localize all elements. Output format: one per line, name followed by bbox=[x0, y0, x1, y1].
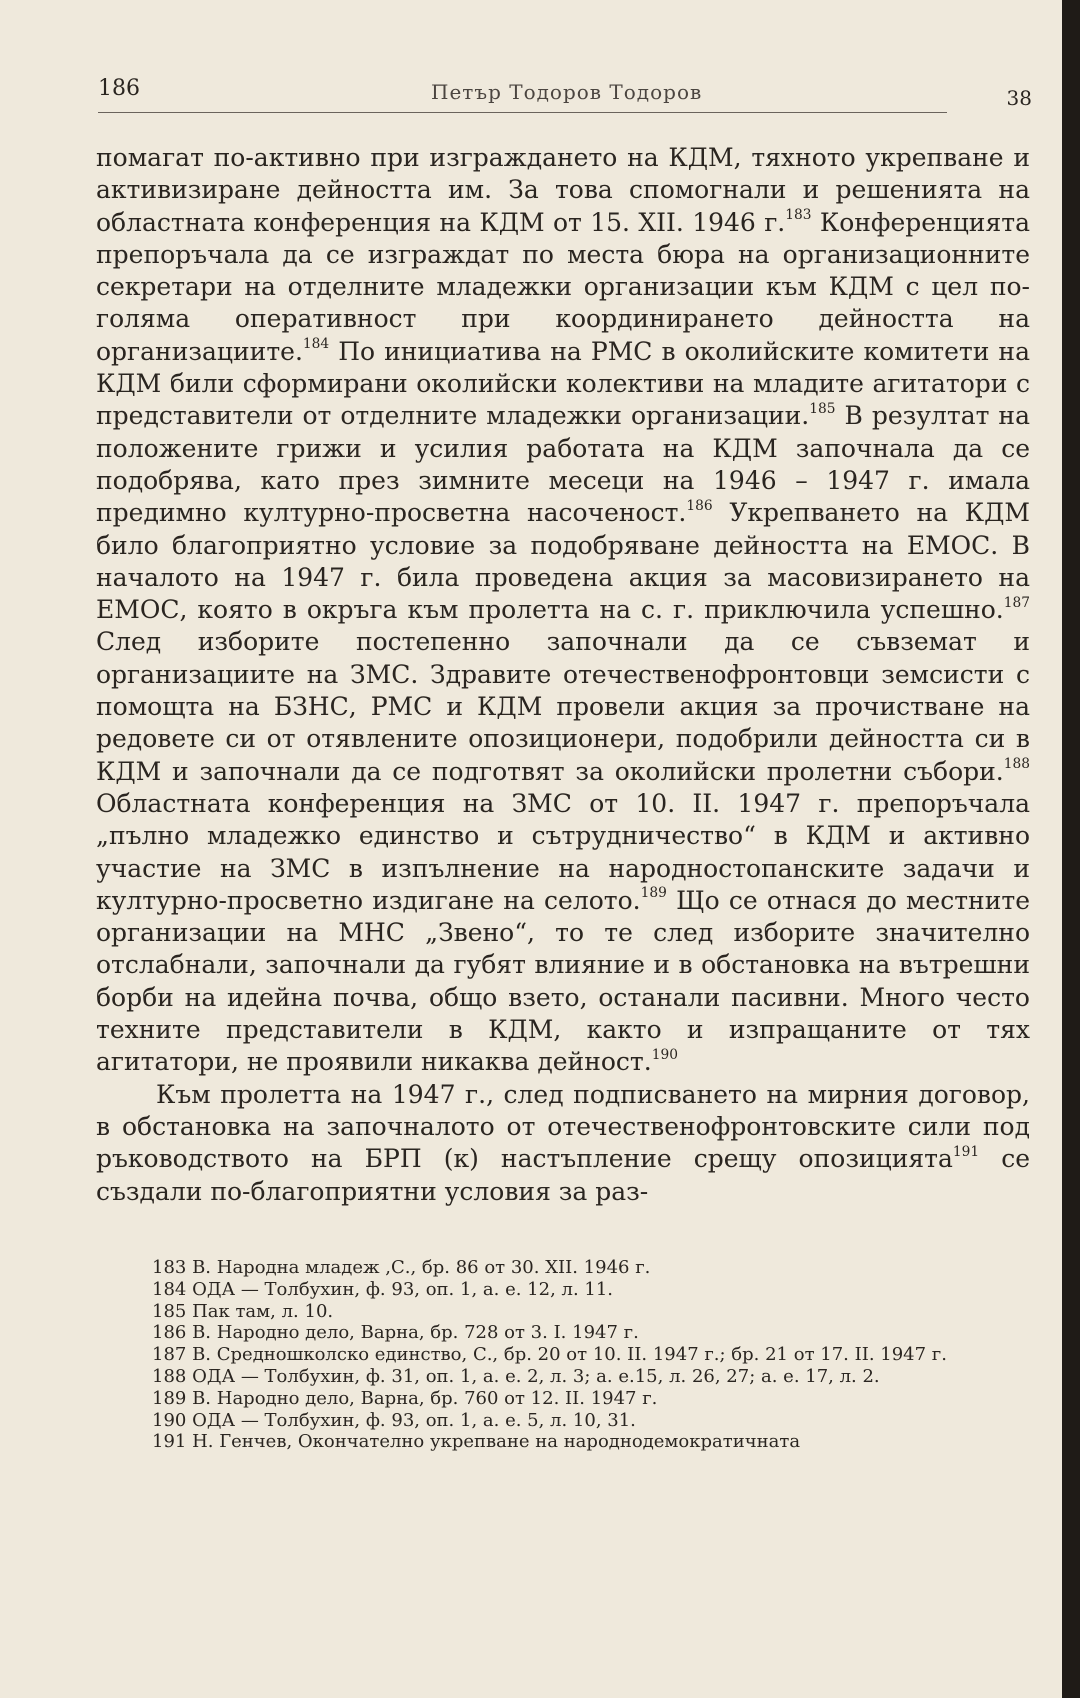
footnote: 190 ОДА — Толбухин, ф. 93, оп. 1, а. е. 5, л. 10, 31. bbox=[152, 1409, 636, 1431]
text-run: В резултат на положените грижи и усилия работата на КДМ започнала да се подобрява, като през зимните месеци на 1946 – 1947 г. имала предимно културно-просветна насоченост. bbox=[96, 401, 1030, 528]
paragraph bbox=[96, 142, 1030, 1079]
body-text bbox=[96, 142, 1030, 1208]
footnote-ref: 185 bbox=[809, 400, 836, 417]
footnote: 189 В. Народно дело, Варна, бр. 760 от 12. II. 1947 г. bbox=[152, 1387, 658, 1409]
footnote: 185 Пак там, л. 10. bbox=[152, 1300, 334, 1322]
footnotes bbox=[96, 1257, 1030, 1453]
paragraph bbox=[96, 1079, 1030, 1208]
text-run: се създали по-благоприятни условия за раз- bbox=[96, 1144, 1030, 1206]
footnote-ref: 187 bbox=[1003, 594, 1030, 611]
sheet-number: 38 bbox=[1006, 86, 1032, 110]
footnote: 187 В. Средношколско единство, С., бр. 20 от 10. II. 1947 г.; бр. 21 от 17. II. 1947 г. bbox=[152, 1344, 947, 1366]
text-run: Конференцията препоръчала да се изграждат по места бюра на организационните секретари на отделните младежки организации към КДМ с цел по-голяма оперативност при координирането дейността на организациите. bbox=[96, 207, 1030, 366]
page-number: 186 bbox=[98, 76, 140, 101]
header-rule bbox=[98, 112, 947, 113]
running-title: Петър Тодоров Тодоров bbox=[431, 80, 703, 104]
footnote-ref: 190 bbox=[651, 1046, 678, 1063]
footnote: 184 ОДА — Толбухин, ф. 93, оп. 1, а. е. 12, л. 11. bbox=[152, 1278, 614, 1300]
text-run: Към пролетта на 1947 г., след подписването на мирния договор, в обстановка на започналото от отечественофронтовските сили под ръководството на БРП (к) настъпление срещу опозицията bbox=[96, 1079, 1030, 1174]
page-header bbox=[98, 76, 1032, 116]
text-run: Областната конференция на ЗМС от 10. II. 1947 г. препоръчала „пълно младежко единство и сътрудничество“ в КДМ и активно участие на ЗМС в изпълнение на народностопанските задачи и културно-просветно издигане на селото. bbox=[96, 788, 1030, 915]
footnote: 188 ОДА — Толбухин, ф. 31, оп. 1, а. е. 2, л. 3; а. е.15, л. 26, 27; а. е. 17, л. 2. bbox=[152, 1365, 880, 1387]
footnote-ref: 184 bbox=[302, 336, 330, 353]
footnote-ref: 191 bbox=[952, 1143, 980, 1160]
text-run: Що се отнася до местните организации на МНС „Звено“, то те след изборите значително отслабнали, започнали да губят влияние и в обстановка на вътрешни борби на идейна почва, общо взето, останали пасивни. Много често техните представители в КДМ, както и изпращаните от тях агитатори, не проявили никаква дейност. bbox=[96, 885, 1030, 1077]
text-run: помагат по-активно при изграждането на КДМ, тяхното укрепване и активизиране дейността им. За това спомогнали и решенията на областната конференция на КДМ от 15. XII. 1946 г. bbox=[96, 143, 1030, 237]
book-binding-edge bbox=[1062, 0, 1080, 1698]
text-run: По инициатива на РМС в околийските комитети на КДМ били сформирани околийски колективи на младите агитатори с представители от отделните младежки организации. bbox=[96, 336, 1030, 431]
text-run: След изборите постепенно започнали да се съвземат и организациите на ЗМС. Здравите отечественофронтовци земсисти с помощта на БЗНС, РМС и КДМ провели акция за прочистване на редовете си от отявлените опозиционери, подобрили дейността си в КДМ и започнали да се подготвят за околийски пролетни събори. bbox=[96, 627, 1030, 786]
footnote: 186 В. Народно дело, Варна, бр. 728 от 3. I. 1947 г. bbox=[152, 1322, 639, 1344]
footnote-ref: 189 bbox=[640, 885, 667, 902]
footnote-ref: 188 bbox=[1003, 756, 1030, 773]
footnote-ref: 183 bbox=[785, 207, 812, 224]
footnote: 183 В. Народна младеж ,С., бр. 86 от 30. XII. 1946 г. bbox=[152, 1257, 651, 1278]
text-run: Укрепването на КДМ било благоприятно условие за подобряване дейността на ЕМОС. В началото на 1947 г. била проведена акция за масовизирането на ЕМОС, която в окръга към пролетта на с. г. приключила успешно. bbox=[96, 498, 1030, 625]
footnote-ref: 186 bbox=[686, 497, 713, 514]
footnote: 191 Н. Генчев, Окончателно укрепване на народнодемократичната bbox=[152, 1431, 801, 1453]
